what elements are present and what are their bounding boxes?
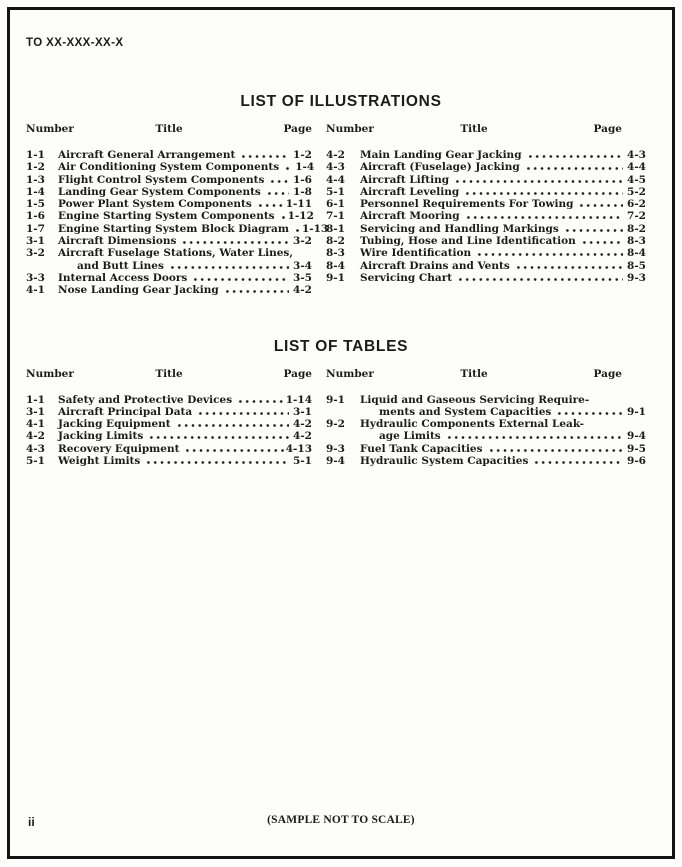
entry-page: 1-14 [285,393,312,406]
entry-number: 1-5 [26,198,45,211]
entry-title: Aircraft Principal Data [58,405,193,418]
entry-title: Jacking Limits [58,430,144,443]
page-footer [26,814,656,829]
entry-title: Air Conditioning System Components [58,161,280,174]
entry-title-block [58,198,312,210]
list-item [26,272,312,284]
illustrations-col-right [326,123,656,297]
entry-title-line [360,443,646,455]
tables-columns [26,368,656,468]
doc-number: TO XX-XXX-XX-X [26,37,124,49]
entry-number: 1-7 [26,222,45,235]
entry-page: 3-2 [293,235,312,248]
entry-title-block [360,198,646,210]
entry-number: 3-2 [26,247,45,260]
column-header-row [326,368,646,381]
entry-number: 1-1 [26,149,45,161]
entry-title: Servicing Chart [360,271,453,284]
dot-leader [527,155,623,158]
list-item [26,430,312,442]
tables-entries-left [26,394,312,468]
list-item [26,174,312,186]
entry-number: 8-1 [326,222,345,235]
entry-page: 1-13 [301,222,329,235]
entry-title: Wire Identification [360,247,472,260]
entry-title-block [360,455,646,467]
entry-number: 1-2 [26,161,45,174]
entry-number: 1-3 [26,173,45,186]
entry-page: 5-1 [293,455,312,468]
list-item [26,455,312,467]
entry-page: 5-2 [627,185,646,198]
entry-title: Nose Landing Gear Jacking [58,284,219,297]
list-item [326,272,646,284]
list-item [326,443,646,455]
entry-number: 9-3 [326,442,345,455]
entry-title-block [58,174,312,186]
entry-title-block [360,394,646,419]
dot-leader [564,229,623,232]
entry-number: 4-1 [26,418,45,431]
list-item [26,210,312,222]
list-item [326,235,646,247]
entry-title: Flight Control System Components [58,173,265,186]
entry-title-line [360,174,646,186]
header-title: Title [155,367,183,380]
entry-page: 9-1 [627,405,646,418]
header-title: Title [460,123,488,135]
entry-title: Aircraft Fuselage Stations, Water Lines, [58,247,293,260]
list-item [326,455,646,467]
entry-title: Aircraft (Fuselage) Jacking [360,161,520,174]
entry-title-block [360,418,646,443]
entry-title-line [360,235,646,247]
header-page: Page [593,367,622,380]
dot-leader [515,266,623,269]
entry-title-block [360,272,646,284]
entry-title-line [360,223,646,235]
header-title: Title [460,367,488,380]
entry-page: 3-5 [293,271,312,284]
entry-page: 9-5 [627,442,646,455]
entry-title-block [58,235,312,247]
list-item [326,198,646,210]
dot-leader [224,290,289,293]
entry-title-block [58,284,312,296]
entry-title: Hydraulic System Capacities [360,455,529,468]
list-item [326,223,646,235]
entry-title: Power Plant System Components [58,198,252,211]
entry-title: and Butt Lines [77,259,164,272]
entry-title: Servicing and Handling Markings [360,222,559,235]
dot-leader [284,167,291,170]
entry-title-line [58,222,329,235]
dot-leader [192,278,289,281]
entry-title-line [58,272,312,284]
entry-page: 4-5 [627,173,646,186]
entry-page: 4-3 [627,149,646,161]
entry-title-line [58,210,312,222]
entry-page: 4-2 [293,284,312,297]
entry-title-line [58,260,312,272]
dot-leader [257,204,285,207]
tables-entries-right [326,394,646,468]
list-item [26,186,312,198]
entry-title-line [360,418,646,430]
dot-leader [169,266,289,269]
entry-number: 9-2 [326,418,345,431]
entry-title-block [360,149,646,161]
dot-leader [454,180,623,183]
entry-title-line [58,161,315,174]
list-item [26,198,312,210]
entry-title-block [58,406,312,418]
entry-number: 8-4 [326,259,345,272]
dot-leader [581,241,623,244]
entry-number: 5-1 [326,185,345,198]
entry-number: 3-1 [26,235,45,248]
entry-number: 3-3 [26,271,45,284]
entry-title-line [58,247,312,259]
column-header-row [326,123,646,136]
entry-title: Landing Gear System Components [58,185,261,198]
list-item [26,406,312,418]
entry-title-line [360,247,646,259]
entry-title-block [58,394,312,406]
header-title: Title [155,123,183,135]
scale-note: (SAMPLE NOT TO SCALE) [267,814,415,826]
entry-page: 3-1 [293,405,312,418]
entry-title: Engine Starting System Components [58,210,275,223]
entry-page: 9-4 [627,430,646,443]
entry-number: 6-1 [326,198,345,211]
dot-leader [525,167,623,170]
entry-page: 7-2 [627,210,646,223]
list-item [326,260,646,272]
entry-page: 4-2 [293,430,312,443]
entry-title: Hydraulic Components External Leak- [360,418,585,431]
entry-page: 6-2 [627,198,646,211]
entry-title: Liquid and Gaseous Servicing Require- [360,393,590,406]
dot-leader [181,241,289,244]
list-item [26,247,312,272]
dot-leader [148,436,289,439]
entry-number: 7-1 [326,210,345,223]
dot-leader [488,449,623,452]
illustrations-title: LIST OF ILLUSTRATIONS [240,93,442,110]
list-item [326,394,646,419]
entry-title: Aircraft General Arrangement [58,149,236,161]
entry-page: 1-12 [287,210,314,223]
entry-title-block [58,418,312,430]
list-item [26,222,329,235]
dot-leader [269,180,289,183]
list-item [26,394,312,406]
entry-title-line [58,443,312,455]
entry-title-line [58,284,312,296]
entry-number: 4-3 [326,161,345,174]
tables-col-right [326,368,656,468]
entry-title-line [360,394,646,406]
entry-title: Personnel Requirements For Towing [360,198,574,211]
entry-title-block [360,210,646,222]
entry-title-block [58,222,329,235]
entry-number: 1-6 [26,210,45,223]
entry-title-block [58,272,312,284]
entry-title-line [360,455,646,467]
header-page: Page [593,123,622,135]
entry-title-block [58,161,315,174]
column-header-row [26,123,312,136]
entry-page: 1-8 [293,185,312,198]
entry-page: 1-2 [293,149,312,161]
entry-title-block [360,235,646,247]
list-item [326,418,646,443]
dot-leader [237,400,285,403]
entry-page: 8-2 [627,222,646,235]
entry-title-line [58,174,312,186]
entry-title: Jacking Equipment [58,418,171,431]
list-item [26,418,312,430]
entry-title-block [58,455,312,467]
entry-page: 4-2 [293,418,312,431]
list-item [26,149,312,161]
entry-number: 9-1 [326,393,345,406]
column-header-row [26,368,312,381]
entry-title-line [58,418,312,430]
dot-leader [446,436,623,439]
list-item [326,161,646,173]
entry-title-block [58,247,312,272]
entry-title-line [58,235,312,247]
entry-page: 4-13 [285,442,312,455]
entry-title: Engine Starting System Block Diagram [58,222,289,235]
list-item [26,443,312,455]
entry-page: 1-11 [285,198,312,211]
entry-title-line [58,186,312,198]
illustrations-col-left [26,123,329,297]
dot-leader [533,461,623,464]
list-item [26,235,312,247]
entry-title-line [360,210,646,222]
entry-title-line [58,406,312,418]
entry-page: 4-4 [627,161,646,174]
entry-title: Aircraft Mooring [360,210,460,223]
list-item [326,174,646,186]
entry-number: 9-1 [326,271,345,284]
entry-title-block [360,260,646,272]
list-item [26,284,312,296]
entry-title-line [360,406,646,418]
entry-title: Main Landing Gear Jacking [360,149,522,161]
entry-number: 4-2 [326,149,345,161]
entry-title: Fuel Tank Capacities [360,442,483,455]
entry-title-line [58,149,312,161]
entry-page: 8-3 [627,235,646,248]
dot-leader [464,192,623,195]
entry-title-block [360,247,646,259]
entry-title: Aircraft Drains and Vents [360,259,510,272]
dot-leader [465,216,623,219]
entry-page: 8-5 [627,259,646,272]
dot-leader [176,424,289,427]
entry-title-line [360,430,646,442]
entry-number: 4-2 [26,430,45,443]
dot-leader [476,253,623,256]
list-item [326,210,646,222]
entry-number: 5-1 [26,455,45,468]
entry-title-line [360,186,646,198]
entry-title-line [360,198,646,210]
entry-title-block [58,210,312,222]
dot-leader [280,216,287,219]
dot-leader [457,278,623,281]
entry-title-block [360,161,646,173]
tables-title: LIST OF TABLES [273,337,409,355]
header-page: Page [283,367,312,380]
entry-number: 3-1 [26,405,45,418]
entry-title: Safety and Protective Devices [58,393,233,406]
dot-leader [294,229,301,232]
entry-title-line [360,260,646,272]
entry-number: 8-3 [326,247,345,260]
entry-number: 4-1 [26,284,45,297]
entry-page: 1-4 [295,161,315,174]
entry-title-block [360,186,646,198]
entry-title-line [58,198,312,210]
entry-title-block [58,443,312,455]
entry-title-line [360,149,646,161]
entry-title: Weight Limits [58,455,141,468]
dot-leader [184,449,284,452]
header-page: Page [283,123,312,135]
dot-leader [197,412,289,415]
entry-title: Aircraft Leveling [360,185,460,198]
entry-number: 9-4 [326,455,345,468]
dot-leader [266,192,289,195]
entry-number: 4-3 [26,442,45,455]
document-page [7,7,675,859]
illustrations-columns [26,123,656,297]
entry-title-block [360,443,646,455]
header-number: Number [26,367,74,380]
dot-leader [240,155,289,158]
entry-title: age Limits [379,430,441,443]
illustrations-entries-left [26,149,329,297]
entry-page: 9-6 [627,455,646,468]
entry-title-line [360,272,646,284]
dot-leader [556,412,623,415]
list-item [326,149,646,161]
entry-number: 8-2 [326,235,345,248]
entry-title-block [58,186,312,198]
entry-number: 4-4 [326,173,345,186]
entry-title: ments and System Capacities [379,405,552,418]
entry-title-line [58,430,312,442]
entry-title: Recovery Equipment [58,442,180,455]
list-item [326,247,646,259]
entry-title-block [58,430,312,442]
page-number: ii [28,815,35,829]
header-number: Number [326,367,374,380]
list-item [326,186,646,198]
entry-title-line [58,394,312,406]
entry-title-block [360,174,646,186]
header-number: Number [26,123,74,135]
entry-title-block [58,149,312,161]
entry-page: 9-3 [627,271,646,284]
entry-title: Aircraft Dimensions [58,235,177,248]
dot-leader [578,204,623,207]
entry-title: Aircraft Lifting [360,173,450,186]
entry-page: 8-4 [627,247,646,260]
entry-title-line [58,455,312,467]
entry-number: 1-1 [26,393,45,406]
entry-page: 3-4 [293,259,312,272]
illustrations-entries-right [326,149,646,284]
tables-col-left [26,368,312,468]
entry-title: Internal Access Doors [58,271,188,284]
entry-title: Tubing, Hose and Line Identification [360,235,576,248]
dot-leader [145,461,289,464]
header-number: Number [326,123,374,135]
list-item [26,161,315,174]
entry-title-block [360,223,646,235]
entry-number: 1-4 [26,185,45,198]
entry-title-line [360,161,646,173]
entry-page: 1-6 [293,173,312,186]
